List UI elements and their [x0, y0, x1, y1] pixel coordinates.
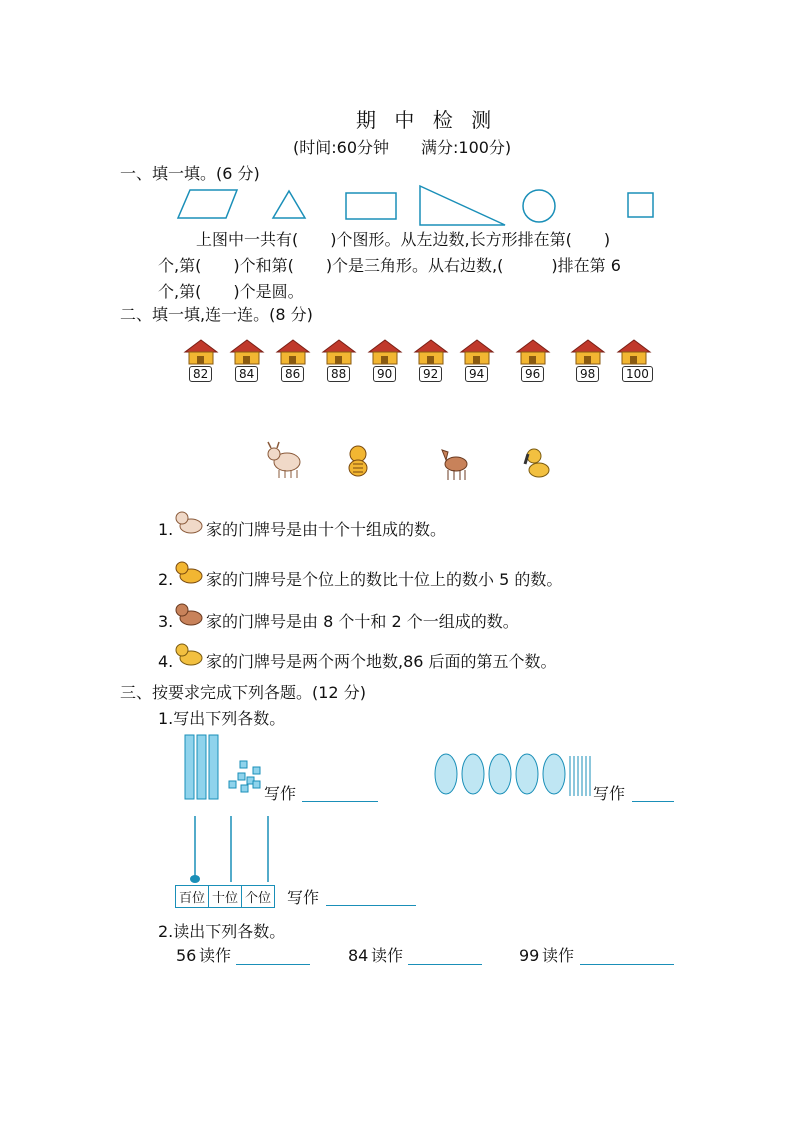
answer-blank-2[interactable] [632, 787, 674, 802]
house-icon [367, 338, 403, 366]
read-blank-1[interactable] [236, 950, 310, 965]
house-number-plate: 84 [235, 366, 258, 382]
section1-heading: 一、填一填。(6 分) [120, 164, 260, 183]
read-blank-3[interactable] [580, 950, 674, 965]
house-98 [570, 338, 606, 388]
abacus-icon [175, 816, 295, 886]
item-text: 家的门牌号是两个两个地数,86 后面的第五个数。 [206, 652, 557, 671]
house-86 [275, 338, 311, 388]
item-text: 家的门牌号是由 8 个十和 2 个一组成的数。 [206, 612, 519, 631]
section3-heading: 三、按要求完成下列各题。(12 分) [120, 683, 366, 702]
read-number-1: 56 [176, 946, 197, 965]
abacus-label-tens: 十位 [209, 886, 242, 907]
tiger-icon [174, 558, 204, 586]
dog-icon [522, 446, 552, 480]
house-icon [413, 338, 449, 366]
read-number-2: 84 [348, 946, 369, 965]
house-number-plate: 90 [373, 366, 396, 382]
answer-blank-3[interactable] [326, 891, 416, 906]
house-icon [229, 338, 265, 366]
house-icon [275, 338, 311, 366]
section3-sub1: 1.写出下列各数。 [158, 709, 286, 728]
circle-shape [523, 190, 555, 222]
abacus-label-ones: 个位 [245, 891, 272, 906]
house-number-plate: 94 [465, 366, 488, 382]
rectangle-shape [346, 193, 396, 219]
horse-icon [174, 600, 204, 628]
read-blank-2[interactable] [408, 950, 482, 965]
section1-line2: 个,第( )个和第( )个是三角形。从右边数,( )排在第 6 [158, 256, 621, 275]
goat-icon [174, 508, 204, 536]
house-number-plate: 100 [622, 366, 653, 382]
abacus-labels [175, 885, 275, 908]
item-text: 家的门牌号是个位上的数比十位上的数小 5 的数。 [206, 570, 563, 589]
read-label-2: 读作 [371, 946, 404, 965]
horse-icon [438, 446, 474, 482]
house-82 [183, 338, 219, 388]
abacus-label-hundreds: 百位 [176, 886, 209, 907]
section1-line1: 上图中一共有( )个图形。从左边数,长方形排在第( ) [196, 230, 611, 249]
item-number: 4. [158, 652, 174, 671]
section2-heading: 二、填一填,连一连。(8 分) [120, 305, 313, 324]
house-icon [183, 338, 219, 366]
read-label-3: 读作 [542, 946, 575, 965]
item-number: 3. [158, 612, 174, 631]
write-label-1: 写作 [264, 784, 297, 803]
triangle-shape-1 [273, 191, 305, 218]
parallelogram-shape [178, 190, 237, 218]
read-label-1: 读作 [199, 946, 232, 965]
tiger-icon [345, 444, 371, 478]
house-number-plate: 92 [419, 366, 442, 382]
item-number: 1. [158, 520, 174, 539]
dog-icon [174, 640, 204, 668]
house-90 [367, 338, 403, 388]
house-icon [616, 338, 652, 366]
goat-icon [265, 440, 305, 480]
read-number-3: 99 [519, 946, 540, 965]
triangle-shape-2 [420, 186, 505, 225]
house-84 [229, 338, 265, 388]
house-100 [616, 338, 652, 388]
section1-line3: 个,第( )个是圆。 [158, 282, 304, 301]
write-label-2: 写作 [593, 784, 626, 803]
page-title: 期 中 检 测 [356, 108, 498, 132]
house-number-plate: 86 [281, 366, 304, 382]
house-92 [413, 338, 449, 388]
page-subtitle: (时间:60分钟 满分:100分) [293, 138, 512, 157]
house-icon [515, 338, 551, 366]
house-96 [515, 338, 551, 388]
house-icon [459, 338, 495, 366]
answer-blank-1[interactable] [302, 787, 378, 802]
house-number-plate: 82 [189, 366, 212, 382]
square-shape [628, 193, 653, 217]
item-number: 2. [158, 570, 174, 589]
section3-sub2: 2.读出下列各数。 [158, 922, 286, 941]
write-label-3: 写作 [287, 888, 320, 907]
house-icon [570, 338, 606, 366]
stick-bundles-icon [432, 752, 602, 802]
house-number-plate: 88 [327, 366, 350, 382]
house-94 [459, 338, 495, 388]
house-icon [321, 338, 357, 366]
house-88 [321, 338, 357, 388]
house-number-plate: 96 [521, 366, 544, 382]
item-text: 家的门牌号是由十个十组成的数。 [206, 520, 447, 539]
shapes-row [0, 185, 794, 225]
house-number-plate: 98 [576, 366, 599, 382]
